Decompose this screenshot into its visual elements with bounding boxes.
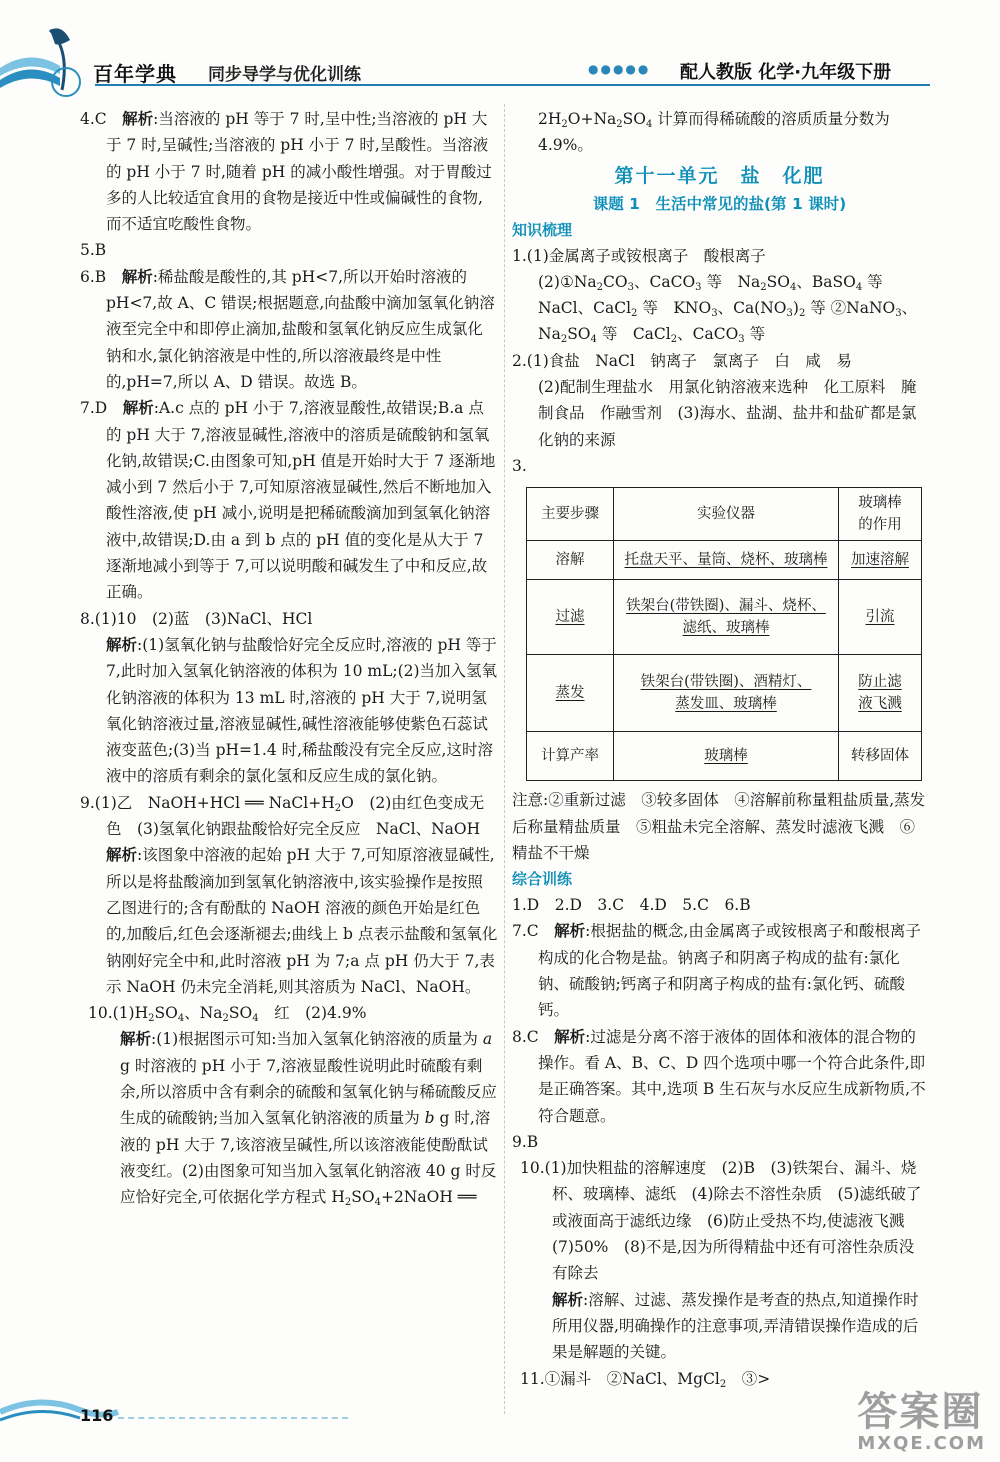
- page-header: [0, 0, 1000, 100]
- analysis-training-10: 解析:溶解、过滤、蒸发操作是考查的热点,知道操作时所用仪器,明确操作的注意事项,弄清错误操作造成的后果是解题的关键。: [552, 1290, 919, 1362]
- analysis-8: 解析:(1)氢氧化钠与盐酸恰好完全反应时,溶液的 pH 等于 7,此时加入氢氧化钠溶液的体积为 10 mL;(2)当加入氢氧化钠溶液的体积为 13 mL 时,溶液的 pH 大于 7,说明氢氧化钠溶液过量,溶液显碱性,碱性溶液能够使紫色石蕊试液变蓝色;(3)当 pH=1.4 时,稀盐酸没有完全反应,这时溶液中的溶质有剩余的氯化氢和反应生成的氯化钠。: [106, 635, 498, 786]
- header-subtitle: 同步导学与优化训练: [208, 65, 361, 85]
- knowledge-2: 2.(1)食盐 NaCl 钠离子 氯离子 白 咸 易: [512, 351, 852, 370]
- analysis-9: 解析:该图象中溶液的起始 pH 大于 7,可知原溶液显碱性,所以是将盐酸滴加到氢氧化钠溶液中,该实验操作是按照乙图进行的;含有酚酞的 NaOH 溶液的颜色开始是红色的,加酸后,红色会逐渐褪去;曲线上 b 点表示盐酸和氢氧化钠刚好完全中和,此时溶液 pH 为 7;a 点 pH 仍大于 7,表示 NaOH 仍未完全消耗,则其溶质为 NaCl、NaOH。: [106, 846, 498, 996]
- answer-8: 8.(1)10 (2)蓝 (3)NaCl、HCl: [80, 609, 313, 628]
- answer-9: 9.(1)乙 NaOH+HCl ══ $NaCl+H_2O$ (2)由红色变成无色 (3)氢氧化钠跟盐酸恰好完全反应 NaCl、NaOH: [80, 793, 485, 839]
- watermark-logo: 答案圈: [857, 1389, 984, 1435]
- knowledge-1-2: $(2)①Na_2CO_3$、CaCO$_3$ 等 $Na_2SO_4$、BaSO$_4$ 等 NaCl、CaCl$_2$ 等 $KNO_3$、$Ca(NO_3)_2$ 等 ②NaNO$_3$、$Na_2SO_4$ 等 CaCl$_2$、CaCO$_3$ 等: [538, 272, 918, 346]
- experiment-table: [526, 487, 922, 781]
- table-note: 注意:②重新过滤 ③较多固体 ④溶解前称量粗盐质量,蒸发后称量精盐质量 ⑤粗盐未完全溶解、蒸发时滤液飞溅 ⑥精盐不干燥: [512, 791, 926, 862]
- training-10: 10.(1)加快粗盐的溶解速度 (2)B (3)铁架台、漏斗、烧杯、玻璃棒、滤纸 (4)除去不溶性杂质 (5)滤纸破了或液面高于滤纸边缘 (6)防止受热不均,使滤液飞溅 (7)50% (8)不是,因为所得精盐中还有可溶性杂质没有除去: [520, 1159, 922, 1283]
- header-rule: [95, 84, 930, 86]
- table-row: 蒸发 铁架台(带铁圈)、酒精灯、 蒸发皿、玻璃棒 防止滤 液飞溅: [527, 655, 922, 732]
- answer-6: 6.B 解析:稀盐酸是酸性的,其 pH<7,所以开始时溶液的 pH<7,故 A、C 错误;根据题意,向盐酸中滴加氢氧化钠溶液至完全中和即停止滴加,盐酸和氢氧化钠反应生成氯化钠和水,氯化钠溶液是中性的,所以溶液最终是中性的,pH=7,所以 A、D 错误。故选 B。: [80, 267, 495, 391]
- page-number: 116: [80, 1406, 114, 1425]
- table-row: 过滤 铁架台(带铁圈)、漏斗、烧杯、 滤纸、玻璃棒 引流: [527, 580, 922, 655]
- training-7: 7.C 解析:根据盐的概念,由金属离子或铵根离子和酸根离子构成的化合物是盐。钠离子和阴离子构成的盐有:氯化钠、硫酸钠;钙离子和阴离子构成的盐有:氯化钙、硫酸钙。: [512, 922, 921, 1020]
- header-dots: ●●●●●: [588, 62, 651, 76]
- training-11: 11.①漏斗 ②NaCl、MgCl$_2$ ③>: [520, 1369, 771, 1390]
- table-row: 溶解 托盘天平、量筒、烧杯、玻璃棒 加速溶解: [527, 541, 922, 580]
- brand-title: 百年学典: [93, 62, 177, 86]
- section-training: 综合训练: [512, 870, 573, 889]
- right-column: [512, 106, 927, 1392]
- book-quill-logo-icon: [0, 20, 95, 100]
- answer-5: 5.B: [80, 241, 107, 260]
- table-header-step: 主要步骤: [527, 488, 614, 541]
- watermark-url: MXQE.COM: [857, 1433, 986, 1454]
- training-9: 9.B: [512, 1132, 539, 1151]
- knowledge-3: 3.: [512, 456, 527, 475]
- edition-info: 配人教版 化学·九年级下册: [680, 62, 892, 83]
- watermark: [857, 1380, 986, 1454]
- column-divider: [504, 104, 505, 1414]
- lesson-title: 课题 1 生活中常见的盐(第 1 课时): [592, 194, 847, 213]
- left-column: [80, 106, 498, 1210]
- unit-title: 第十一单元 盐 化肥: [614, 164, 825, 187]
- training-8: 8.C 解析:过滤是分离不溶于液体的固体和液体的混合物的操作。看 A、B、C、D 四个选项中哪一个符合此条件,即是正确答案。其中,选项 B 生石灰与水反应生成新物质,不符合题意。: [512, 1027, 926, 1125]
- table-header-instrument: 实验仪器: [614, 488, 839, 541]
- table-header-glass-rod: 玻璃棒 的作用: [839, 488, 922, 541]
- answer-4: 4.C 解析:当溶液的 pH 等于 7 时,呈中性;当溶液的 pH 大于 7 时,呈碱性;当溶液的 pH 小于 7 时,呈酸性。当溶液的 pH 小于 7 时,随着 pH 的减小酸性增强。对于胃酸过多的人比较适宜食用的食物是接近中性或偏碱性的食物,而不适宜吃酸性食物。: [80, 110, 492, 234]
- training-1-6: 1.D 2.D 3.C 4.D 5.C 6.B: [512, 896, 751, 915]
- section-knowledge: 知识梳理: [512, 220, 573, 239]
- knowledge-1: 1.(1)金属离子或铵根离子 酸根离子: [512, 246, 766, 265]
- answer-10: $10.(1)H_2SO_4$、$Na_2SO_4$ 红 (2)4.9%: [88, 1004, 367, 1025]
- table-row: 计算产率 玻璃棒 转移固体: [527, 732, 922, 781]
- knowledge-2-2: (2)配制生理盐水 用氯化钠溶液来选种 化工原料 腌制食品 作融雪剂 (3)海水、盐湖、盐井和盐矿都是氯化钠的来源: [538, 378, 917, 449]
- footer-rule: [118, 1417, 348, 1419]
- analysis-10-cont: $2H_2O+Na_2SO_4$ 计算而得稀硫酸的溶质质量分数为 4.9%。: [538, 110, 890, 155]
- answer-7: 7.D 解析:A.c 点的 pH 小于 7,溶液显酸性,故错误;B.a 点的 pH 大于 7,溶液显碱性,溶液中的溶质是硫酸钠和氢氧化钠,故错误;C.由图象可知,pH 值是开始时大于 7 逐渐地减小到 7 然后小于 7,可知原溶液显碱性,然后不断地加入酸性溶液,使 pH 减小,说明是把稀硫酸滴加到氢氧化钠溶液中,故错误;D.由 a 到 b 点的 pH 值的变化是从大于 7 逐渐地减小到等于 7,可以说明酸和碱发生了中和反应,故正确。: [80, 399, 496, 602]
- analysis-10: 解析:(1)根据图示可知:当加入氢氧化钠溶液的质量为 a g 时溶液的 pH 小于 7,溶液显酸性说明此时硫酸有剩余,所以溶质中含有剩余的硫酸和氢氧化钠与稀硫酸反应生成的硫酸钠;当加入氢氧化钠溶液的质量为 b g 时,溶液的 pH 大于 7,该溶液呈碱性,所以该溶液能使酚酞试液变红。(2)由图象可知当加入氢氧化钠溶液 40 g 时反应恰好完全,可依据化学方程式 $H_2SO_4+2NaOH$ ══: [120, 1030, 497, 1209]
